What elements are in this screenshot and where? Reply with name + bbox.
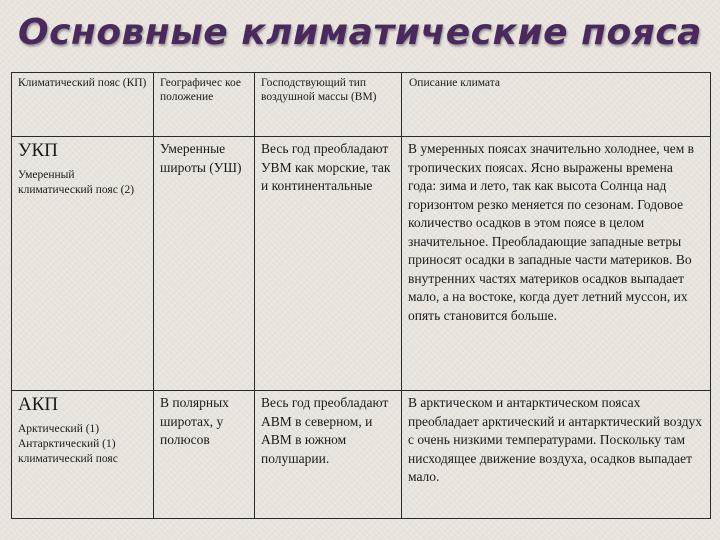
cell-geo-position: Умеренные широты (УШ) (154, 137, 255, 391)
zone-name: Умеренный климатический пояс (2) (18, 169, 135, 196)
cell-climate-zone (12, 391, 154, 519)
page-title: Основные климатические пояса (18, 12, 702, 53)
cell-climate-zone (12, 137, 154, 391)
climate-zones-table (11, 72, 711, 519)
header-climate-zone: Климатический пояс (КП) (12, 73, 154, 137)
header-climate-description: Описание климата (402, 73, 711, 137)
table-row (12, 137, 711, 391)
cell-geo-position: В полярных широтах, у полюсов (154, 391, 255, 519)
cell-air-mass: Весь год преобладают АВМ в северном, и АВМ в южном полушарии. (255, 391, 402, 519)
header-air-mass: Господствующий тип воздушной массы (ВМ) (255, 73, 402, 137)
table-row (12, 391, 711, 519)
zone-abbr: УКП (18, 140, 58, 161)
zone-name: Арктический (1) Антарктический (1) климатический пояс (18, 423, 118, 465)
cell-air-mass: Весь год преобладают УВМ как морские, так и континентальные (255, 137, 402, 391)
header-geo-position: Географичес кое положение (154, 73, 255, 137)
zone-abbr: АКП (18, 394, 59, 415)
cell-climate-description: В арктическом и антарктическом поясах преобладает арктический и антарктический воздух с очень низкими температурами. Поскольку там нисходящее движение воздуха, осадков выпадает мало. (402, 391, 711, 519)
cell-climate-description: В умеренных поясах значительно холоднее, чем в тропических поясах. Ясно выражены времена года: зима и лето, так как высота Солнца над горизонтом резко меняется по сезонам. Годовое количество осадков в этом поясе в целом значительное. Преобладающие западные ветры приносят осадки в западные части материков. Во внутренних частях материков осадков выпадает мало, а на востоке, когда дует летний муссон, их опять становится больше. (402, 137, 711, 391)
table-header-row (12, 73, 711, 137)
